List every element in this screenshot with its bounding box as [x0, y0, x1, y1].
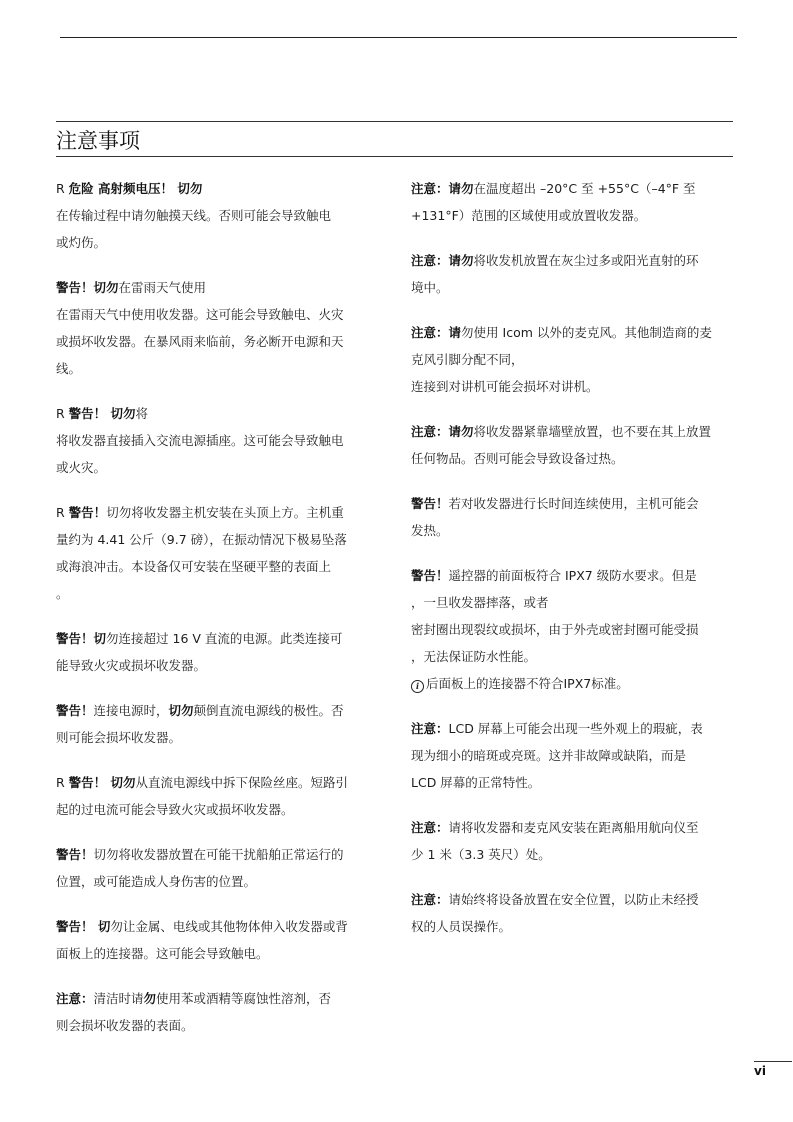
notice-block — [56, 985, 366, 1039]
notice-emphasis: 请勿 — [448, 253, 474, 268]
notice-emphasis: 警告！ — [68, 505, 107, 520]
notice-line — [411, 274, 733, 301]
notice-block — [56, 400, 366, 481]
notice-line — [411, 175, 733, 202]
left-column — [56, 175, 366, 1057]
notice-block — [411, 562, 733, 697]
notice-text: 则可能会损坏收发器。 — [56, 730, 182, 745]
header-rule — [60, 37, 737, 38]
notice-text: 将收发器紧靠墙壁放置，也不要在其上放置 — [473, 424, 712, 439]
notice-block — [56, 274, 366, 382]
notice-line — [56, 202, 366, 229]
notice-line — [56, 985, 366, 1012]
notice-text: 发热。 — [411, 523, 449, 538]
notice-line — [56, 1012, 366, 1039]
notice-emphasis: 请勿 — [448, 424, 474, 439]
notice-text: R — [56, 406, 69, 421]
notice-text: 连接到对讲机可能会损坏对讲机。 — [411, 379, 599, 394]
notice-emphasis: 危险 高射频电压！ 切勿 — [68, 181, 203, 196]
notice-line — [56, 400, 366, 427]
notice-text: 勿使用 Icom 以外的麦克风。其他制造商的麦 — [461, 325, 712, 340]
notice-text: 连接电源时， — [93, 703, 169, 718]
notice-text: 现为细小的暗斑或亮斑。这并非故障或缺陷，而是 — [411, 748, 687, 763]
info-circle-icon: i — [411, 680, 424, 693]
notice-line — [411, 715, 733, 742]
notice-emphasis: 注意： — [56, 991, 94, 1006]
notice-text: LCD 屏幕的正常特性。 — [411, 775, 541, 790]
notice-line — [411, 418, 733, 445]
notice-block — [56, 499, 366, 607]
notice-text: 在雷雨天气中使用收发器。这可能会导致触电、火灾 — [56, 307, 344, 322]
notice-line — [411, 247, 733, 274]
notice-block — [411, 886, 733, 940]
notice-block — [411, 247, 733, 301]
notice-line — [411, 913, 733, 940]
notice-block — [411, 418, 733, 472]
notice-block — [411, 175, 733, 229]
notice-emphasis: 切勿 — [93, 280, 119, 295]
notice-text: 或灼伤。 — [56, 235, 107, 250]
notice-text: 在温度超出 –20°C 至 +55°C（–4°F 至 — [473, 181, 696, 196]
notice-text: R — [56, 505, 69, 520]
notice-emphasis: 切 — [93, 631, 107, 646]
notice-block — [56, 175, 366, 256]
notice-block — [56, 913, 366, 967]
notice-line — [56, 553, 366, 580]
notice-text: 将收发器直接插入交流电源插座。这可能会导致触电 — [56, 433, 344, 448]
notice-line — [411, 517, 733, 544]
notice-text: 能导致火灾或损坏收发器。 — [56, 658, 207, 673]
notice-text: 后面板上的连接器不符合IPX7标准。 — [426, 676, 629, 691]
notice-text: 在雷雨天气使用 — [118, 280, 207, 295]
notice-text: 线。 — [56, 361, 82, 376]
notice-text: +131°F）范围的区域使用或放置收发器。 — [411, 208, 647, 223]
notice-block — [411, 490, 733, 544]
notice-text: 密封圈出现裂纹或损坏，由于外壳或密封圈可能受损 — [411, 622, 699, 637]
notice-text: 将收发机放置在灰尘过多或阳光直射的环 — [473, 253, 699, 268]
notice-emphasis: 请 — [448, 325, 462, 340]
notice-line — [411, 202, 733, 229]
notice-text: 或火灾。 — [56, 460, 107, 475]
notice-text: 任何物品。否则可能会导致设备过热。 — [411, 451, 624, 466]
notice-text: 请将收发器和麦克风安装在距离船用航向仪至 — [448, 820, 699, 835]
notice-text: 少 1 米（3.3 英尺）处。 — [411, 847, 551, 862]
notice-text: 请始终将设备放置在安全位置，以防止未经授 — [448, 892, 699, 907]
notice-emphasis: 注意： — [411, 325, 449, 340]
notice-emphasis: 注意： — [411, 820, 449, 835]
notice-block — [56, 769, 366, 823]
notice-line — [56, 274, 366, 301]
notice-line — [411, 814, 733, 841]
notice-text: 清洁时请 — [93, 991, 144, 1006]
notice-text: 切勿将收发器主机安装在头顶上方。主机重 — [106, 505, 344, 520]
notice-line — [56, 175, 366, 202]
notice-emphasis: 警告！ — [56, 847, 94, 862]
notice-block — [411, 814, 733, 868]
notice-block — [56, 625, 366, 679]
notice-line — [56, 697, 366, 724]
notice-text: 或损坏收发器。在暴风雨来临前，务必断开电源和天 — [56, 334, 344, 349]
notice-line — [411, 346, 733, 373]
notice-emphasis: 警告！ — [411, 496, 449, 511]
notice-text: 则会损坏收发器的表面。 — [56, 1018, 194, 1033]
notice-line — [56, 769, 366, 796]
notice-text: 起的过电流可能会导致火灾或损坏收发器。 — [56, 802, 294, 817]
notice-text: 权的人员误操作。 — [411, 919, 512, 934]
notice-emphasis: 警告！ 切勿 — [68, 775, 136, 790]
notice-emphasis: 注意： — [411, 424, 449, 439]
page-number: vi — [754, 1064, 766, 1078]
notice-block — [411, 319, 733, 400]
notice-line — [56, 652, 366, 679]
notice-emphasis: 警告！ — [411, 568, 449, 583]
notice-text: 若对收发器进行长时间连续使用，主机可能会 — [448, 496, 699, 511]
notice-line — [56, 868, 366, 895]
notice-text: LCD 屏幕上可能会出现一些外观上的瑕疵，表 — [448, 721, 703, 736]
page-number-rule — [754, 1061, 792, 1062]
notice-emphasis: 注意： — [411, 892, 449, 907]
notice-line — [411, 886, 733, 913]
notice-text: 遥控器的前面板符合 IPX7 级防水要求。但是 — [448, 568, 697, 583]
notice-line — [56, 499, 366, 526]
notice-emphasis: 注意： — [411, 721, 449, 736]
title-rule-bottom — [56, 156, 733, 157]
notice-emphasis: 警告！ — [56, 703, 94, 718]
notice-line — [56, 454, 366, 481]
notice-line — [56, 841, 366, 868]
notice-emphasis: 切勿 — [168, 703, 194, 718]
notice-text: 境中。 — [411, 280, 449, 295]
notice-text: 在传输过程中请勿触摸天线。否则可能会导致触电 — [56, 208, 332, 223]
notice-text: 位置，或可能造成人身伤害的位置。 — [56, 874, 257, 889]
notice-text: 从直流电源线中拆下保险丝座。短路引 — [135, 775, 349, 790]
notice-text: 颠倒直流电源线的极性。否 — [193, 703, 344, 718]
notice-text: ，无法保证防水性能。 — [411, 649, 537, 664]
notice-line — [56, 328, 366, 355]
notice-line — [56, 913, 366, 940]
notice-line — [56, 301, 366, 328]
notice-line — [411, 616, 733, 643]
right-column — [411, 175, 733, 958]
notice-text: 。 — [56, 586, 69, 601]
notice-line — [56, 526, 366, 553]
notice-line — [56, 229, 366, 256]
notice-line — [411, 445, 733, 472]
notice-line — [56, 355, 366, 382]
notice-line — [56, 940, 366, 967]
notice-line — [411, 769, 733, 796]
notice-emphasis: 警告！ 切勿 — [68, 406, 136, 421]
notice-text: 切勿将收发器放置在可能干扰船舶正常运行的 — [93, 847, 344, 862]
notice-line — [411, 319, 733, 346]
title-rule-top — [56, 121, 733, 122]
notice-text: 勿连接超过 16 V 直流的电源。此类连接可 — [106, 631, 343, 646]
notice-line — [56, 796, 366, 823]
notice-emphasis: 请勿 — [448, 181, 474, 196]
notice-line — [56, 580, 366, 607]
notice-line — [411, 670, 733, 697]
notice-text: ，一旦收发器摔落，或者 — [411, 595, 549, 610]
notice-block — [56, 697, 366, 751]
notice-emphasis: 警告！ 切 — [56, 919, 111, 934]
notice-text: 勿让金属、电线或其他物体伸入收发器或背 — [110, 919, 348, 934]
notice-text: 或海浪冲击。本设备仅可安装在坚硬平整的表面上 — [56, 559, 332, 574]
notice-emphasis: 警告！ — [56, 631, 94, 646]
notice-text: 将 — [135, 406, 149, 421]
notice-line — [411, 562, 733, 589]
notice-emphasis: 警告！ — [56, 280, 94, 295]
notice-line — [411, 589, 733, 616]
notice-text: 克风引脚分配不同， — [411, 352, 524, 367]
page-title: 注意事项 — [56, 129, 140, 153]
notice-line — [411, 490, 733, 517]
notice-line — [411, 841, 733, 868]
notice-emphasis: 注意： — [411, 181, 449, 196]
notice-emphasis: 勿 — [143, 991, 157, 1006]
notice-line — [56, 427, 366, 454]
notice-line — [411, 742, 733, 769]
notice-text: 使用苯或酒精等腐蚀性溶剂，否 — [156, 991, 332, 1006]
notice-text: 量约为 4.41 公斤（9.7 磅），在振动情况下极易坠落 — [56, 532, 347, 547]
notice-block — [56, 841, 366, 895]
notice-emphasis: 注意： — [411, 253, 449, 268]
notice-text: R — [56, 181, 69, 196]
notice-line — [411, 643, 733, 670]
notice-text: 面板上的连接器。这可能会导致触电。 — [56, 946, 269, 961]
notice-line — [411, 373, 733, 400]
notice-line — [56, 724, 366, 751]
notice-block — [411, 715, 733, 796]
notice-text: R — [56, 775, 69, 790]
notice-line — [56, 625, 366, 652]
